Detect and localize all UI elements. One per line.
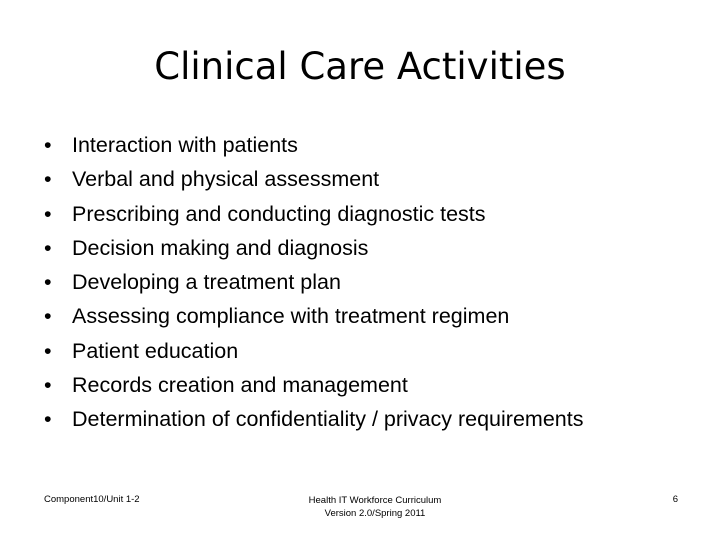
bullet-marker: • xyxy=(44,270,52,295)
bullet-marker: • xyxy=(44,407,52,432)
list-item-text: Decision making and diagnosis xyxy=(72,235,369,260)
footer-component-label: Component10/Unit 1-2 xyxy=(44,494,140,505)
list-item-text: Determination of confidentiality / privacy requirements xyxy=(72,407,584,432)
list-item-text: Patient education xyxy=(72,338,239,363)
bullet-marker: • xyxy=(44,373,52,398)
list-item-text: Records creation and management xyxy=(72,373,408,398)
bullet-marker: • xyxy=(44,304,52,329)
bullet-marker: • xyxy=(44,167,52,192)
page-number: 6 xyxy=(672,494,678,505)
list-item xyxy=(44,231,583,265)
footer-curriculum-line1: Health IT Workforce Curriculum xyxy=(308,495,442,506)
list-item xyxy=(44,162,583,196)
list-item xyxy=(44,265,583,299)
footer-curriculum xyxy=(260,494,490,520)
list-item xyxy=(44,334,583,368)
bullet-marker: • xyxy=(44,338,52,363)
bullet-list xyxy=(44,128,583,437)
list-item-text: Verbal and physical assessment xyxy=(72,167,380,192)
list-item xyxy=(44,128,583,162)
list-item-text: Assessing compliance with treatment regimen xyxy=(72,304,510,329)
list-item xyxy=(44,299,583,333)
list-item xyxy=(44,402,583,436)
list-item-text: Developing a treatment plan xyxy=(72,270,341,295)
footer-curriculum-line2: Version 2.0/Spring 2011 xyxy=(324,508,426,519)
list-item-text: Prescribing and conducting diagnostic tests xyxy=(72,201,486,226)
bullet-marker: • xyxy=(44,235,52,260)
list-item xyxy=(44,368,583,402)
bullet-marker: • xyxy=(44,133,52,157)
list-item xyxy=(44,197,583,231)
bullet-marker: • xyxy=(44,201,52,226)
slide-title: Clinical Care Activities xyxy=(154,45,566,88)
list-item-text: Interaction with patients xyxy=(72,133,298,157)
